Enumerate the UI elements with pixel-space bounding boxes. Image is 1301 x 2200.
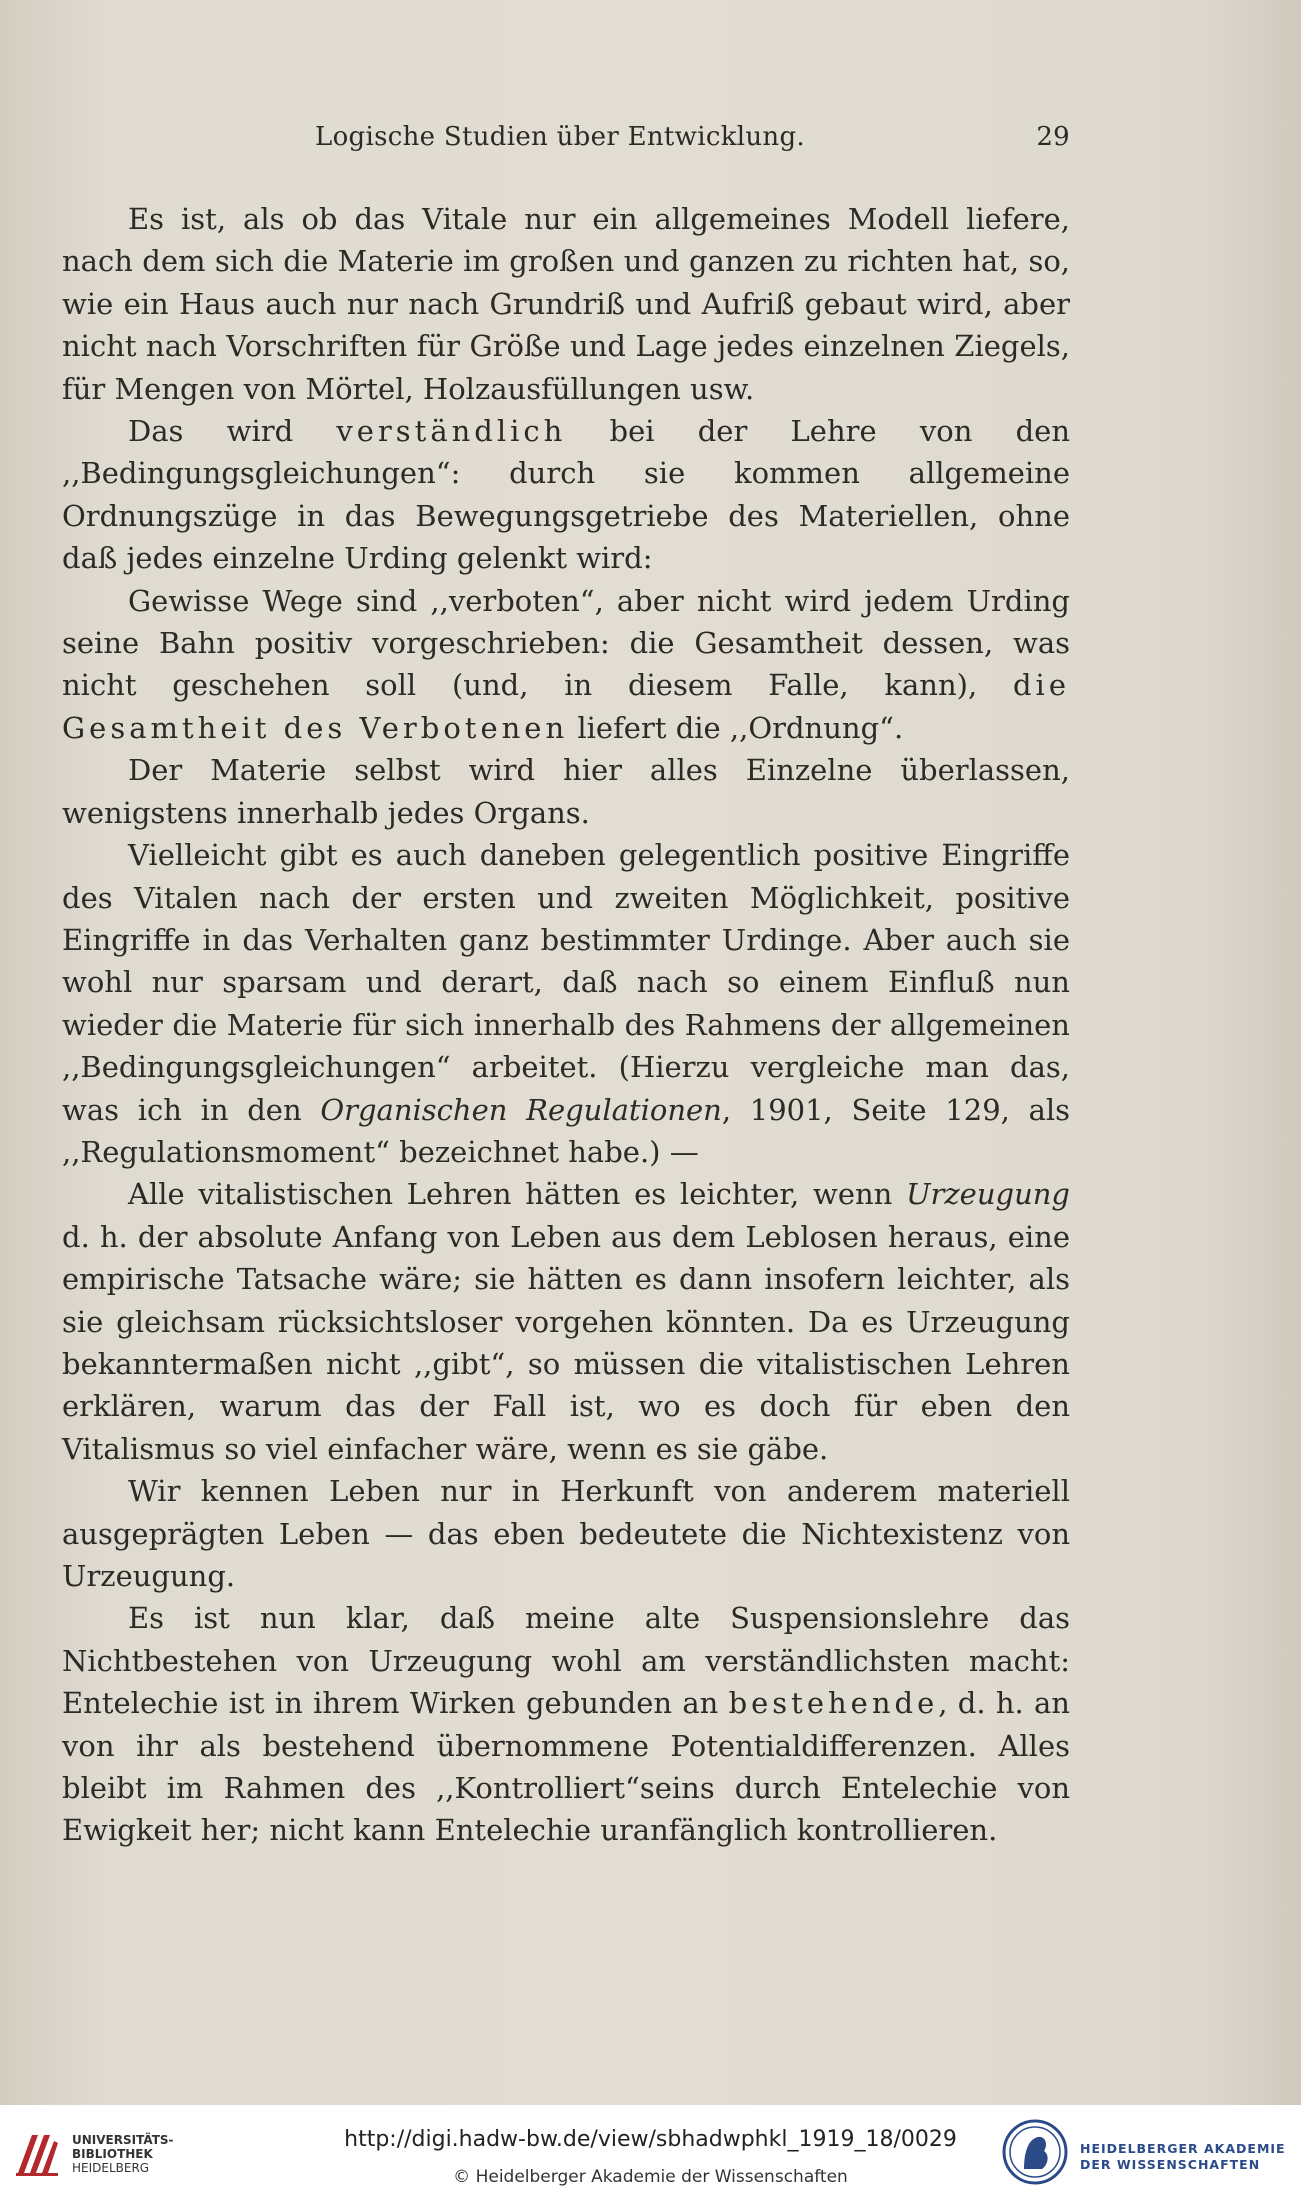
academy-logo[interactable]: [1002, 2119, 1292, 2189]
italic-text: Organischen Regulationen: [320, 1092, 722, 1127]
paragraph: [62, 1173, 1070, 1470]
text-run: d. h. der absolute Anfang von Leben aus dem Leblosen heraus, eine empirische Tatsache wäre; sie hätten es dann insofern leichter, als sie gleichsam rücksichtsloser vorgehen könnten. Da es Urzeugung bekanntermaßen nicht ,,gibt“, so müssen die vitalistischen Lehren erklären, warum das der Fall ist, wo es doch für eben den Vitalismus so viel einfacher wäre, wenn es sie gäbe.: [62, 1219, 1070, 1466]
spaced-emphasis: verständlich: [336, 414, 567, 449]
text-run: Es ist nun klar, daß meine alte Suspensionslehre das Nichtbestehen von Urzeugung wohl am verständlichsten macht: Entelechie ist in ihrem Wirken gebunden an: [62, 1601, 1070, 1721]
spaced-emphasis: bestehende: [728, 1686, 939, 1721]
paragraph: [62, 1470, 1070, 1597]
paragraph: [62, 410, 1070, 580]
text-run: , d. h. an von ihr als bestehend übernommene Potentialdifferenzen. Alles bleibt im Rahmen des ,,Kontrolliert“seins durch Entelechie von Ewigkeit her; nicht kann Entelechie uranfänglich kontrollieren.: [62, 1686, 1070, 1848]
paragraph: [62, 834, 1070, 1173]
text-run: Das wird: [128, 414, 337, 449]
text-run: Vielleicht gibt es auch daneben gelegentlich positive Eingriffe des Vitalen nach der ersten und zweiten Möglichkeit, positive Eingriffe in das Verhalten ganz bestimmter Urdinge. Aber auch sie wohl nur sparsam und derart, daß nach so einem Einfluß nun wieder die Materie für sich innerhalb des Rahmens der allgemeinen ,,Bedingungsgleichungen“ arbeitet. (Hierzu vergleiche man das, was ich in den: [62, 838, 1070, 1127]
library-logo-line1: UNIVERSITÄTS-: [72, 2133, 174, 2147]
text-run: Wir kennen Leben nur in Herkunft von anderem materiell ausgeprägten Leben — das eben bedeutete die Nichtexistenz von Urzeugung.: [62, 1474, 1070, 1593]
body-text: [62, 198, 1070, 1852]
permalink-url[interactable]: http://digi.hadw-bw.de/view/sbhadwphkl_1919_18/0029: [344, 2127, 957, 2152]
spaced-emphasis: die Gesamtheit des Verbotenen: [62, 668, 1070, 745]
paragraph: [62, 580, 1070, 750]
text-run: Alle vitalistischen Lehren hätten es leichter, wenn: [128, 1177, 907, 1212]
text-run: , 1901, Seite 129, als ,,Regulationsmoment“ bezeichnet habe.) —: [62, 1092, 1071, 1169]
running-head-title: Logische Studien über Entwicklung.: [315, 122, 805, 152]
academy-seal-icon: [1002, 2119, 1068, 2185]
page-number: 29: [1036, 122, 1070, 152]
text-run: bei der Lehre von den ,,Bedingungsgleichungen“: durch sie kommen allgemeine Ordnungszüge in das Bewegungsgetriebe des Materiellen, ohne daß jedes einzelne Urding gelenkt wird:: [62, 414, 1070, 576]
academy-logo-line2: DER WISSENSCHAFTEN: [1080, 2157, 1261, 2172]
paragraph: [62, 198, 1070, 410]
text-run: liefert die ,,Ordnung“.: [568, 710, 904, 745]
italic-text: Urzeugung: [906, 1177, 1070, 1212]
academy-logo-line1: HEIDELBERGER AKADEMIE: [1080, 2141, 1286, 2156]
text-run: Gewisse Wege sind ,,verboten“, aber nicht wird jedem Urding seine Bahn positiv vorgeschrieben: die Gesamtheit dessen, was nicht geschehen soll (und, in diesem Falle, kann),: [62, 583, 1070, 703]
footer-bar: [0, 2105, 1301, 2200]
library-logo-line2: BIBLIOTHEK: [72, 2147, 153, 2161]
text-run: Es ist, als ob das Vitale nur ein allgemeines Modell liefere, nach dem sich die Materie im großen und ganzen zu richten hat, so, wie ein Haus auch nur nach Grundriß und Aufriß gebaut wird, aber nicht nach Vorschriften für Größe und Lage jedes einzelnen Ziegels, für Mengen von Mörtel, Holzausfüllungen usw.: [62, 202, 1070, 406]
copyright-notice: © Heidelberger Akademie der Wissenschaften: [453, 2167, 848, 2187]
paragraph: [62, 1597, 1070, 1851]
text-run: Der Materie selbst wird hier alles Einzelne überlassen, wenigstens innerhalb jedes Organs.: [62, 753, 1070, 830]
paragraph: [62, 749, 1070, 834]
library-logo-line3: HEIDELBERG: [72, 2161, 150, 2175]
